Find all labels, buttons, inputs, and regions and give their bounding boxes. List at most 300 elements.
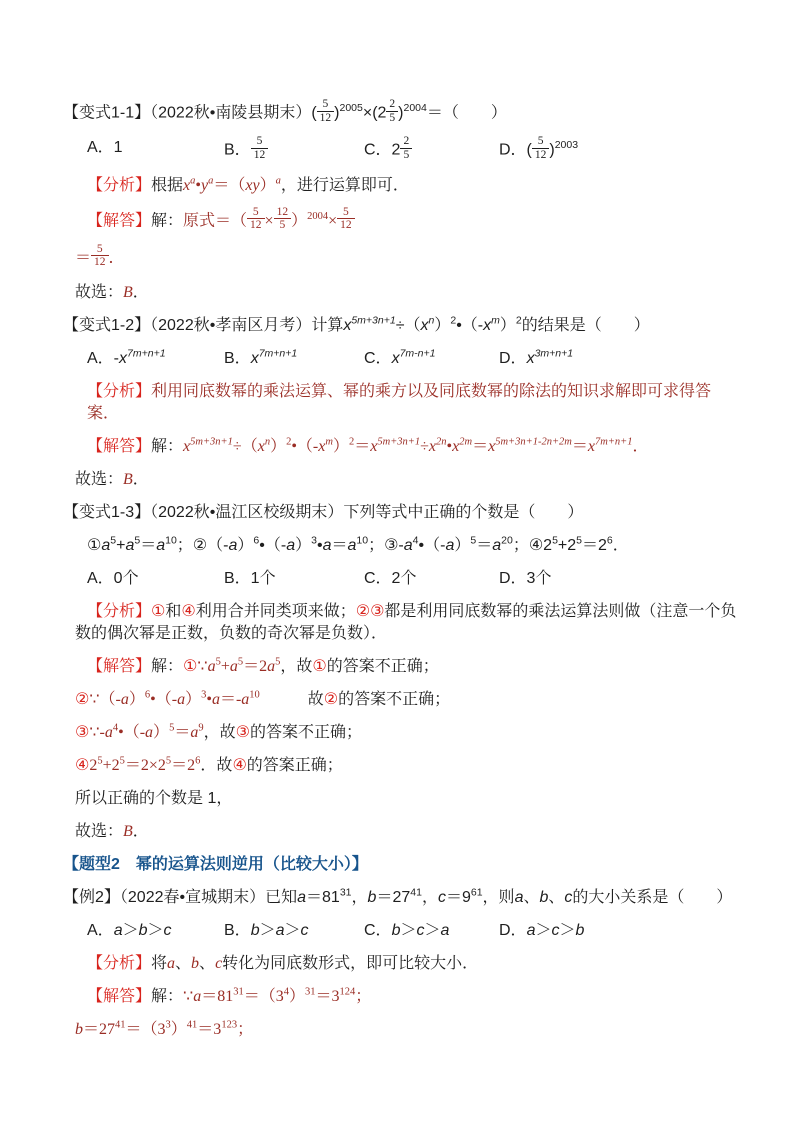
text-run: A．1 xyxy=(87,139,123,157)
text-run: ； xyxy=(237,1021,254,1039)
solution-1-3-conclusion xyxy=(63,788,738,810)
text-run: ，故 xyxy=(203,724,236,742)
superscript-run: 5 xyxy=(237,656,244,668)
superscript-run: 123 xyxy=(221,1019,238,1031)
text-run: ②③ xyxy=(355,603,385,621)
fraction-numerator: 5 xyxy=(317,98,335,112)
text-run: a xyxy=(229,658,238,676)
fraction-numerator: 5 xyxy=(247,206,265,220)
option-cell xyxy=(364,348,499,370)
text-run: ＝（ ） xyxy=(426,104,507,122)
text-run: •（- xyxy=(291,438,319,456)
text-run: + xyxy=(116,537,126,555)
fraction-denominator: 12 xyxy=(94,256,106,269)
text-run: b xyxy=(75,1021,83,1039)
superscript-run: m xyxy=(491,314,500,327)
option-cell xyxy=(499,920,738,942)
text-run: 【变式1-1】（2022秋•南陵县期末） xyxy=(63,104,312,122)
text-run: ＝2×2 xyxy=(124,757,166,775)
superscript-run: 7m+n+1 xyxy=(258,347,298,360)
text-run: a xyxy=(228,537,238,555)
solution-1-1-result xyxy=(63,242,738,271)
problem-1-1-options xyxy=(63,137,738,163)
option-cell xyxy=(87,920,224,942)
superscript-run: 2 xyxy=(348,436,355,448)
text-run: ＝ xyxy=(174,724,191,742)
text-run: b xyxy=(539,889,549,907)
superscript-run: a xyxy=(190,175,196,187)
text-run: ． xyxy=(132,471,149,489)
text-run: ) xyxy=(549,141,555,159)
text-run: ② xyxy=(75,691,90,709)
text-run: A． xyxy=(87,922,114,940)
text-run: 【题型2 幂的运算法则逆用（比较大小）】 xyxy=(63,856,368,874)
text-run: y xyxy=(201,176,209,194)
text-run: A．0个 xyxy=(87,570,139,588)
text-run: ＞ xyxy=(424,922,441,940)
text-run: ． xyxy=(132,284,149,302)
superscript-run: 2005 xyxy=(339,102,363,115)
text-run: a xyxy=(156,537,166,555)
text-run: 【分析】 xyxy=(87,383,152,401)
superscript-run: 6 xyxy=(253,534,260,547)
fraction-denominator: 12 xyxy=(250,219,262,232)
text-run: +2 xyxy=(557,537,577,555)
text-run: ＝81 xyxy=(306,889,340,907)
option-cell xyxy=(87,568,224,590)
text-run: c xyxy=(416,922,425,940)
text-run: C． xyxy=(364,350,392,368)
superscript-run: 2003 xyxy=(554,139,579,152)
text-run: •（- xyxy=(118,724,146,742)
answer-1-1 xyxy=(63,282,738,304)
superscript-run: 3 xyxy=(311,534,317,547)
text-run: ＞ xyxy=(147,922,164,940)
fraction-denominator: 12 xyxy=(534,148,547,161)
analysis-1-3 xyxy=(63,601,738,645)
text-run: ，则 xyxy=(482,889,515,907)
superscript-run: 20 xyxy=(501,534,513,547)
text-run: ；②（- xyxy=(176,537,229,555)
superscript-run: 2004 xyxy=(307,210,329,222)
text-run: ＝9 xyxy=(445,889,471,907)
text-run: • xyxy=(206,691,212,709)
fraction-denominator: 5 xyxy=(403,148,410,161)
text-run: 的答案正确； xyxy=(246,757,343,775)
example-2-header xyxy=(63,887,738,909)
superscript-run: 124 xyxy=(339,986,356,998)
text-run: b xyxy=(250,922,260,940)
text-run: D． xyxy=(499,922,527,940)
problem-1-3-header xyxy=(63,502,738,524)
text-run: ＝（ xyxy=(213,176,246,194)
text-run: ＞ xyxy=(284,922,301,940)
superscript-run: 5 xyxy=(470,534,477,547)
option-cell xyxy=(499,137,738,163)
text-run: a xyxy=(241,691,250,709)
text-run: 原式＝（ xyxy=(183,211,248,229)
superscript-run: 5 xyxy=(134,534,141,547)
text-run: ） xyxy=(270,438,287,456)
fraction-numerator: 5 xyxy=(337,206,355,220)
fraction xyxy=(317,98,335,124)
text-run: ＞ xyxy=(559,922,576,940)
text-run: ＝ xyxy=(354,438,371,456)
text-run: x xyxy=(488,438,496,456)
text-run: B xyxy=(123,823,133,841)
text-run: b xyxy=(391,922,401,940)
text-run: 的大小关系是（ ） xyxy=(572,889,733,907)
text-run: ÷ xyxy=(420,438,429,456)
text-run: a xyxy=(207,658,216,676)
superscript-run: 5 xyxy=(552,534,558,547)
text-run: x xyxy=(250,350,259,368)
text-run: 利用合并同类项来做； xyxy=(195,603,356,621)
superscript-run: 41 xyxy=(115,1019,126,1031)
text-run: 都是利用同底数幂的乘法运算法则做（注意一个负数的偶次幂是正数，负数的奇次幂是负数）． xyxy=(75,603,737,643)
superscript-run: 4 xyxy=(412,534,419,547)
text-run: a xyxy=(286,537,296,555)
text-run: 的结果是（ ） xyxy=(521,317,650,335)
text-run: 【解答】 xyxy=(87,658,152,676)
text-run: B xyxy=(123,471,133,489)
superscript-run: 5 xyxy=(97,755,103,767)
text-run: ； xyxy=(355,988,372,1006)
text-run: 将 xyxy=(151,955,168,973)
text-run: x xyxy=(483,317,492,335)
superscript-run: 2n xyxy=(436,436,447,448)
text-run: ＝3 xyxy=(315,988,340,1006)
text-run: ＞ xyxy=(122,922,139,940)
superscript-run: 4 xyxy=(283,986,289,998)
text-run: ＞ xyxy=(259,922,276,940)
superscript-run: 7m+n+1 xyxy=(127,347,166,360)
solution-1-1 xyxy=(63,205,738,234)
text-run: x xyxy=(318,438,326,456)
text-run: x xyxy=(183,438,191,456)
text-run: ＞ xyxy=(535,922,552,940)
text-run: ② xyxy=(323,691,339,709)
superscript-run: 10 xyxy=(356,534,369,547)
text-run: ） xyxy=(499,317,516,335)
text-run: B． xyxy=(224,922,251,940)
text-run: •（- xyxy=(259,537,287,555)
analysis-1-2 xyxy=(63,381,738,425)
text-run: ＝ xyxy=(472,438,489,456)
fraction xyxy=(337,206,355,232)
fraction-numerator: 12 xyxy=(274,206,292,220)
text-run: 【分析】 xyxy=(87,603,152,621)
text-run: ＝27 xyxy=(376,889,411,907)
text-run: a xyxy=(403,537,413,555)
text-run: ∵ xyxy=(197,658,208,676)
text-run: B． xyxy=(224,141,251,159)
topic-2-heading xyxy=(63,854,738,876)
text-run: 【例2】（2022春•宣城期末）已知 xyxy=(63,889,298,907)
option-cell xyxy=(87,348,224,370)
text-run: 解： xyxy=(151,211,184,229)
text-run: ） xyxy=(170,1021,187,1039)
text-run: ＝2 xyxy=(171,757,196,775)
option-cell xyxy=(224,137,364,163)
text-run: 解： xyxy=(151,988,184,1006)
superscript-run: a xyxy=(208,175,214,187)
text-run: ． xyxy=(612,537,629,555)
text-run: x xyxy=(420,317,429,335)
text-run: D．( xyxy=(499,141,532,159)
text-run: ＝（3 xyxy=(125,1021,166,1039)
text-run: a xyxy=(514,889,524,907)
text-run: a xyxy=(297,889,307,907)
text-run: a xyxy=(167,955,176,973)
fraction xyxy=(400,135,412,161)
superscript-run: 5 xyxy=(275,656,281,668)
fraction xyxy=(251,135,269,161)
text-run: ＝ xyxy=(571,438,588,456)
fraction-numerator: 5 xyxy=(91,243,109,257)
solution-1-2 xyxy=(63,436,738,458)
superscript-run: 7m-n+1 xyxy=(399,347,436,360)
option-cell xyxy=(364,568,499,590)
text-run: x xyxy=(587,438,595,456)
text-run: ∵- xyxy=(89,724,105,742)
text-run: 【解答】 xyxy=(87,988,152,1006)
text-run: a xyxy=(120,691,129,709)
text-run: ① xyxy=(151,603,166,621)
text-run: x xyxy=(370,438,378,456)
option-cell xyxy=(87,137,224,163)
text-run: 的答案不正确； xyxy=(326,658,439,676)
text-run: 【分析】 xyxy=(87,955,152,973)
text-run: 2 xyxy=(89,757,98,775)
option-cell xyxy=(364,920,499,942)
text-run: ） xyxy=(185,691,202,709)
text-run: x xyxy=(119,350,128,368)
text-run: a xyxy=(492,537,502,555)
analysis-1-1 xyxy=(63,175,738,197)
fraction-denominator: 12 xyxy=(319,111,332,124)
text-run: × xyxy=(328,211,338,229)
text-run: a xyxy=(113,922,123,940)
text-run: 【变式1-3】（2022秋•温江区校级期末）下列等式中正确的个数是（ ） xyxy=(63,504,584,522)
text-run: 、 xyxy=(175,955,192,973)
text-run: 和 xyxy=(165,603,182,621)
fraction xyxy=(532,135,550,161)
text-run: a xyxy=(211,691,220,709)
text-run: a xyxy=(322,537,332,555)
text-run: C．2 xyxy=(364,141,401,159)
superscript-run: 9 xyxy=(198,722,204,734)
text-run: 【分析】 xyxy=(87,176,152,194)
text-run: ；③- xyxy=(368,537,404,555)
superscript-run: 5m+3n+1 xyxy=(351,314,396,327)
superscript-run: 41 xyxy=(410,886,422,899)
answer-1-2 xyxy=(63,469,738,491)
text-run: c xyxy=(437,889,446,907)
text-run: 的答案不正确； xyxy=(249,724,362,742)
fraction xyxy=(91,243,109,269)
text-run: ，进行运算即可． xyxy=(280,176,409,194)
option-cell xyxy=(499,348,738,370)
text-run: a xyxy=(104,724,113,742)
text-run: A．- xyxy=(87,350,120,368)
superscript-run: 5 xyxy=(110,534,117,547)
fraction-denominator: 12 xyxy=(340,219,352,232)
text-run: 【解答】 xyxy=(87,438,152,456)
fraction-denominator: 12 xyxy=(253,148,266,161)
superscript-run: 31 xyxy=(233,986,244,998)
text-run: 转化为同底数形式，即可比较大小． xyxy=(222,955,479,973)
text-run: a xyxy=(190,724,199,742)
text-run: ＝ xyxy=(75,249,92,267)
text-run: 、 xyxy=(548,889,565,907)
fraction-numerator: 5 xyxy=(251,135,269,149)
text-run: 故选： xyxy=(75,284,124,302)
superscript-run: 6 xyxy=(195,755,201,767)
text-run: ） xyxy=(454,537,471,555)
text-run: x xyxy=(428,438,437,456)
text-run: × xyxy=(264,211,274,229)
text-run: 【解答】 xyxy=(87,211,152,229)
superscript-run: 3 xyxy=(165,1019,171,1031)
text-run: ） xyxy=(237,537,254,555)
solution-1-3-step1 xyxy=(63,656,738,678)
superscript-run: 6 xyxy=(144,689,151,701)
solution-2-line1 xyxy=(63,986,738,1008)
text-run: 根据 xyxy=(151,176,184,194)
fraction-numerator: 2 xyxy=(386,98,398,112)
text-run: ④ xyxy=(232,757,247,775)
text-run: ＝81 xyxy=(201,988,234,1006)
text-run: 的答案不正确； xyxy=(338,691,451,709)
text-run: ．故 xyxy=(200,757,233,775)
text-run: 所以正确的个数是 1， xyxy=(75,790,233,808)
text-run: ＝（3 xyxy=(243,988,284,1006)
text-run: 【变式1-2】（2022秋•孝南区月考）计算 xyxy=(63,317,344,335)
text-run: ＝2 xyxy=(582,537,607,555)
text-run: x xyxy=(257,438,265,456)
text-run: ( xyxy=(311,104,317,122)
option-cell xyxy=(364,137,499,163)
text-run: 利用同底数幂的乘法运算、幂的乘方以及同底数幂的除法的知识求解即可求得答案． xyxy=(87,383,712,423)
text-run: 、 xyxy=(199,955,216,973)
text-run: +2 xyxy=(102,757,120,775)
text-run: b xyxy=(367,889,377,907)
solution-1-3-step4 xyxy=(63,755,738,777)
analysis-2 xyxy=(63,953,738,975)
superscript-run: 2m xyxy=(459,436,473,448)
superscript-run: 5 xyxy=(576,534,583,547)
problem-1-3-equations xyxy=(63,535,738,557)
superscript-run: 31 xyxy=(305,986,316,998)
superscript-run: m xyxy=(325,436,333,448)
text-run: ） xyxy=(128,691,145,709)
text-run: a xyxy=(347,537,357,555)
option-cell xyxy=(224,920,364,942)
text-run: 故 xyxy=(259,691,324,709)
fraction-numerator: 2 xyxy=(400,135,412,149)
text-run: x xyxy=(391,350,400,368)
example-2-options xyxy=(63,920,738,942)
fraction xyxy=(247,206,265,232)
text-run: • xyxy=(195,176,201,194)
text-run: ＝2 xyxy=(243,658,268,676)
text-run: • xyxy=(446,438,453,456)
text-run: a xyxy=(445,537,455,555)
text-run: •（- xyxy=(418,537,446,555)
text-run: C．2个 xyxy=(364,570,417,588)
text-run: •（- xyxy=(456,317,484,335)
text-run: c xyxy=(300,922,309,940)
superscript-run: 2 xyxy=(515,314,522,327)
text-run: ） xyxy=(291,211,308,229)
superscript-run: 5 xyxy=(215,656,221,668)
text-run: 解： xyxy=(151,438,184,456)
text-run: ） xyxy=(259,176,276,194)
text-run: 、 xyxy=(523,889,540,907)
answer-1-3 xyxy=(63,821,738,843)
text-run: ＝- xyxy=(219,691,242,709)
option-cell xyxy=(224,348,364,370)
text-run: ＝ xyxy=(140,537,157,555)
solution-1-3-step2 xyxy=(63,689,738,711)
text-run: ∵（- xyxy=(89,691,121,709)
superscript-run: 5m+3n+1-2n+2m xyxy=(495,436,572,448)
superscript-run: 10 xyxy=(165,534,177,547)
solution-2-line2 xyxy=(63,1019,738,1041)
text-run: c xyxy=(215,955,223,973)
text-run: ） xyxy=(434,317,451,335)
fraction-numerator: 5 xyxy=(532,135,550,149)
text-run: • xyxy=(316,537,323,555)
fraction xyxy=(386,98,398,124)
text-run: ＞ xyxy=(400,922,417,940)
text-run: a xyxy=(193,988,202,1006)
superscript-run: 7m+n+1 xyxy=(595,436,633,448)
text-run: a xyxy=(440,922,450,940)
text-run: ＝ xyxy=(476,537,493,555)
text-run: ÷（ xyxy=(395,317,421,335)
superscript-run: 5 xyxy=(169,722,175,734)
text-run: 解： xyxy=(151,658,184,676)
superscript-run: 2004 xyxy=(403,102,427,115)
text-run: ） xyxy=(289,988,306,1006)
text-run: a xyxy=(101,537,111,555)
text-run: ④ xyxy=(181,603,196,621)
superscript-run: 61 xyxy=(470,886,483,899)
text-run: ∵ xyxy=(183,988,194,1006)
text-run: ① xyxy=(87,537,102,555)
text-run: ，故 xyxy=(280,658,313,676)
problem-1-3-options xyxy=(63,568,738,590)
superscript-run: 6 xyxy=(606,534,613,547)
text-run: b xyxy=(191,955,200,973)
text-run: x xyxy=(452,438,460,456)
text-run: 故选： xyxy=(75,471,124,489)
superscript-run: 5 xyxy=(165,755,172,767)
superscript-run: 2 xyxy=(450,314,457,327)
text-run: ） xyxy=(332,438,349,456)
superscript-run: 3m+n+1 xyxy=(534,347,574,360)
text-run: c xyxy=(163,922,172,940)
text-run: ， xyxy=(421,889,438,907)
option-cell xyxy=(224,568,364,590)
solution-1-3-step3 xyxy=(63,722,738,744)
superscript-run: 4 xyxy=(112,722,119,734)
text-run: xy xyxy=(245,176,260,194)
text-run: ) xyxy=(398,104,404,122)
text-run: ， xyxy=(351,889,368,907)
